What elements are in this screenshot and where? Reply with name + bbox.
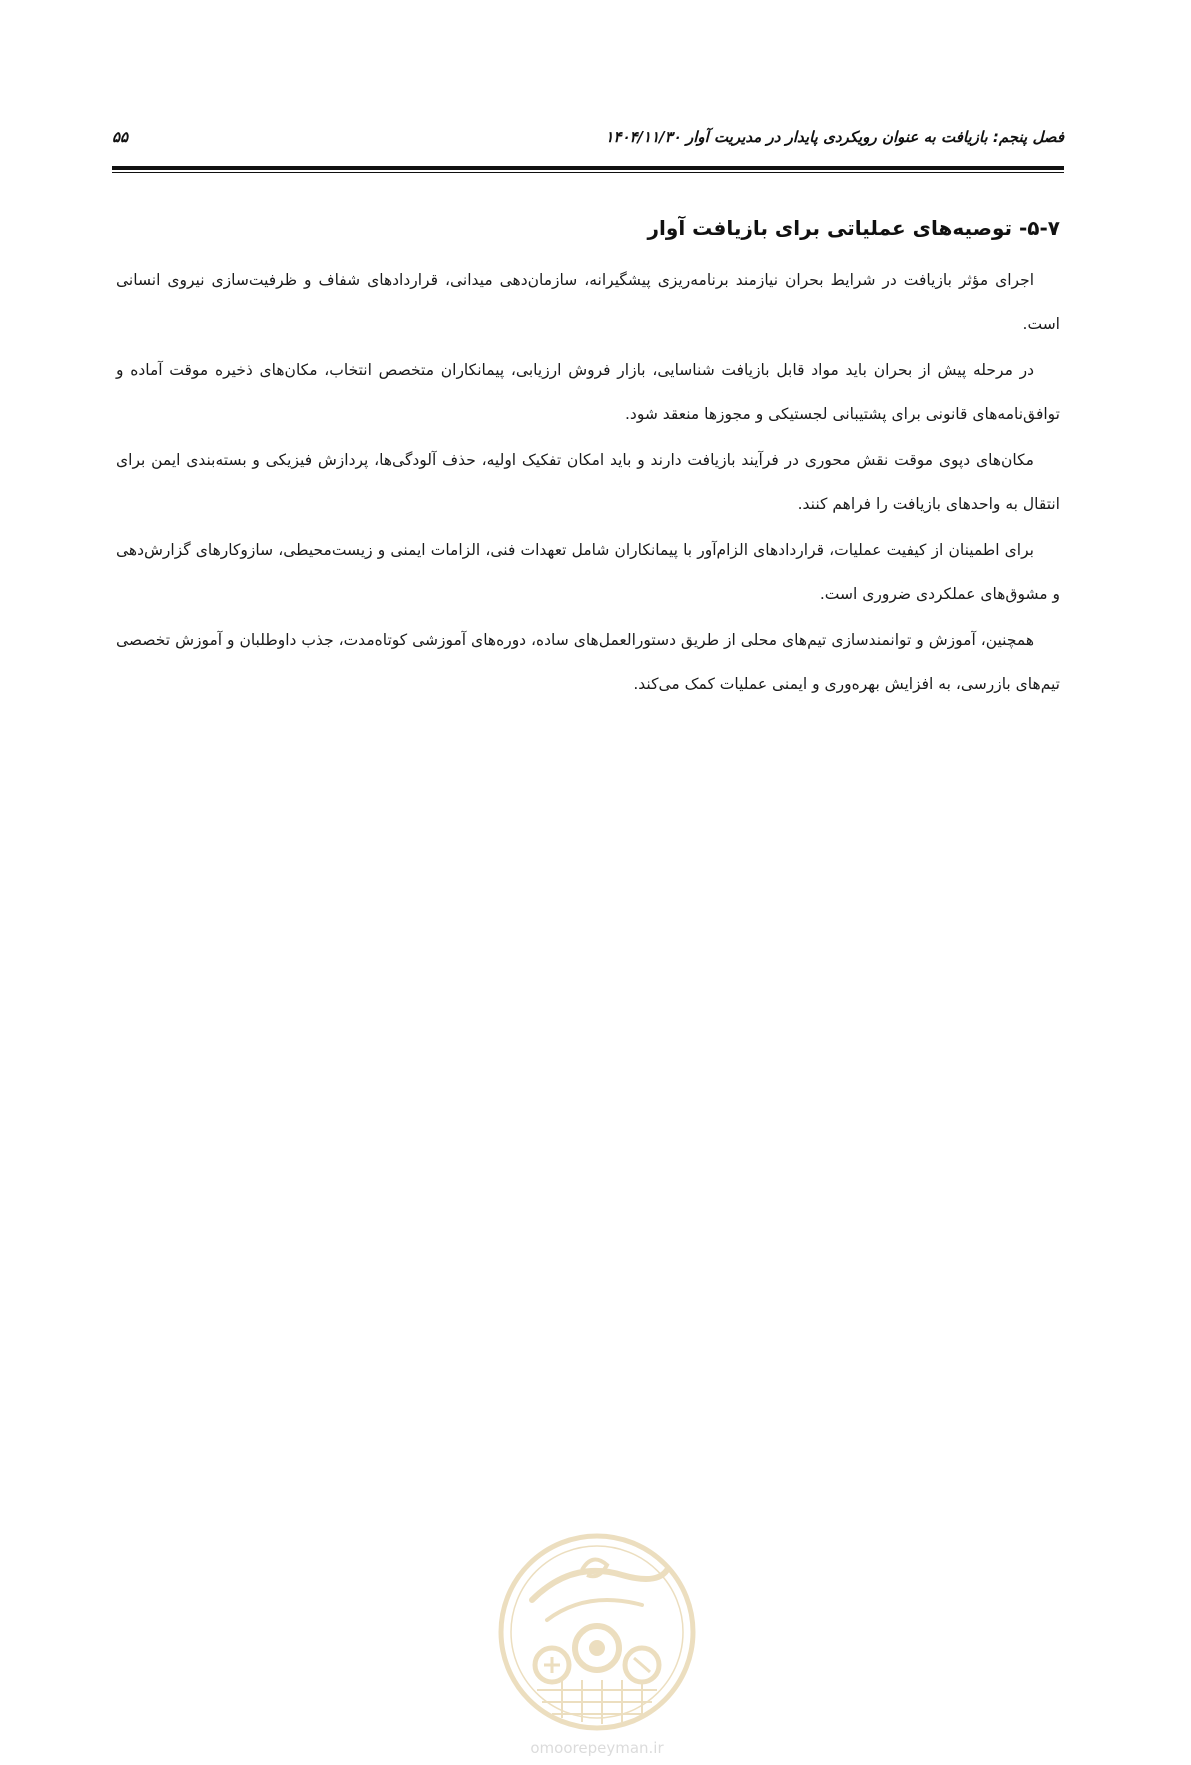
seal-icon (492, 1530, 702, 1735)
page-number: ۵۵ (112, 128, 129, 146)
paragraph-2: در مرحله پیش از بحران باید مواد قابل بازیافت شناسایی، بازار فروش ارزیابی، پیمانکاران متخصص انتخاب، مکان‌های ذخیره موقت آماده و توافق‌نامه‌های قانونی برای پشتیبانی لجستیکی و مجوزها منعقد شود. (116, 361, 1060, 423)
paragraph-1: اجرای مؤثر بازیافت در شرایط بحران نیازمند برنامه‌ریزی پیشگیرانه، سازمان‌دهی میدانی، قراردادهای شفاف و ظرفیت‌سازی نیروی انسانی است. (116, 271, 1060, 333)
paragraph-4: برای اطمینان از کیفیت عملیات، قراردادهای الزام‌آور با پیمانکاران شامل تعهدات فنی، الزامات ایمنی و زیست‌محیطی، سازوکارهای گزارش‌دهی و مشوق‌های عملکردی ضروری است. (116, 541, 1060, 603)
section-heading: ۵-۷- توصیه‌های عملیاتی برای بازیافت آوار (647, 216, 1060, 240)
page-body (116, 216, 1060, 708)
running-header (112, 128, 1064, 158)
paragraph-3: مکان‌های دپوی موقت نقش محوری در فرآیند بازیافت دارند و باید امکان تفکیک اولیه، حذف آلودگی‌ها، پردازش فیزیکی و بسته‌بندی ایمن برای انتقال به واحدهای بازیافت را فراهم کنند. (116, 451, 1060, 513)
paragraph-5: همچنین، آموزش و توانمندسازی تیم‌های محلی از طریق دستورالعمل‌های ساده، دوره‌های آموزشی کوتاه‌مدت، جذب داوطلبان و آموزش تخصصی تیم‌های بازرسی، به افزایش بهره‌وری و ایمنی عملیات کمک می‌کند. (116, 631, 1060, 693)
running-header-title: فصل پنجم: بازیافت به عنوان رویکردی پایدار در مدیریت آوار ۱۴۰۴/۱۱/۳۰ (605, 128, 1064, 146)
header-rule-thick (112, 166, 1064, 170)
watermark-url: omoorepeyman.ir (530, 1739, 664, 1757)
watermark-logo (492, 1530, 702, 1765)
header-rule-thin (112, 172, 1064, 173)
